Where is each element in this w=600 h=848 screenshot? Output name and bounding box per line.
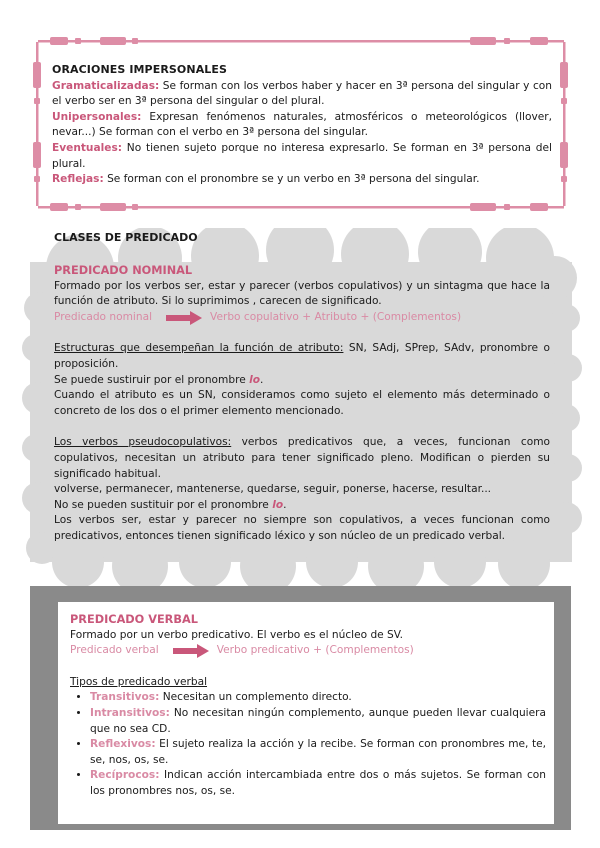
- verbal-types-list: [70, 690, 546, 799]
- type-reciprocos: • Recíprocos: Indican acción intercambiada entre dos o más sujetos. Se forman con los pronombres nos, os, se.: [90, 768, 546, 799]
- nominal-pseudo-list: volverse, permanecer, mantenerse, quedarse, seguir, ponerse, hacerse, resultar...: [54, 483, 492, 496]
- verbal-definition: Formado por un verbo predicativo. El verbo es el núcleo de SV.: [70, 628, 404, 641]
- nominal-structures: Estructuras que desempeñan la función de atributo: SN, SAdj, SPrep, SAdv, pronombre o proposición.: [54, 342, 550, 370]
- nominal-final: Los verbos ser, estar y parecer no siempre son copulativos, a veces funcionan como predicativos, entonces tienen significado léxico y son núcleo de un predicado verbal.: [54, 514, 550, 542]
- type-intransitivos: • Intransitivos: No necesitan ningún complemento, aunque pueden llevar cualquiera que no sea CD.: [90, 706, 546, 737]
- arrow-right-icon: [166, 311, 202, 325]
- nominal-pseudo: Los verbos pseudocopulativos: verbos predicativos que, a veces, funcionan como copulativos, necesitan un atributo para tener significado pleno. Modifican o pierden su significado habitual.: [54, 436, 550, 480]
- nominal-formula-right: Verbo copulativo + Atributo + (Complementos): [210, 310, 462, 323]
- item-reflejas: Reflejas: Se forman con el pronombre se y un verbo en 3ª persona del singular.: [52, 173, 480, 186]
- item-eventuales: Eventuales: No tienen sujeto porque no interesa expresarlo. Se forman en 3ª persona del plural.: [52, 141, 552, 170]
- arrow-right-icon: [173, 644, 209, 658]
- verbal-formula-left: Predicado verbal: [70, 644, 159, 657]
- predicado-nominal-section: [54, 263, 550, 545]
- verbal-formula: [70, 643, 546, 659]
- nominal-formula-left: Predicado nominal: [54, 310, 153, 323]
- verbal-types-label: Tipos de predicado verbal: [70, 675, 208, 688]
- item-gramaticalizadas: Gramaticalizadas: Se forman con los verbos haber y hacer en 3ª persona del singular y con el verbo ser en 3ª persona del singular o del plural.: [52, 79, 552, 108]
- predicado-title: CLASES DE PREDICADO: [54, 231, 198, 244]
- nominal-no-replace: No se pueden sustituir por el pronombre lo.: [54, 498, 287, 511]
- verbal-formula-right: Verbo predicativo + (Complementos): [216, 644, 414, 657]
- predicado-verbal-section: [70, 612, 546, 800]
- nominal-formula: [54, 310, 550, 326]
- type-reflexivos: • Reflexivos: El sujeto realiza la acción y la recibe. Se forman con pronombres me, te, se, nos, os, se.: [90, 737, 546, 768]
- impersonales-box: [30, 34, 572, 214]
- item-unipersonales: Unipersonales: Expresan fenómenos naturales, atmosféricos o meteorológicos (llover, nevar...) Se forman con el verbo en 3ª persona del singular.: [52, 110, 552, 139]
- type-transitivos: • Transitivos: Necesitan un complemento directo.: [90, 690, 546, 706]
- nominal-replace: Se puede sustiruir por el pronombre lo.: [54, 373, 264, 386]
- impersonales-title: ORACIONES IMPERSONALES: [52, 63, 228, 76]
- verbal-heading: PREDICADO VERBAL: [70, 613, 198, 626]
- nominal-sn: Cuando el atributo es un SN, consideramos como sujeto el elemento más determinado o concreto de los dos o el primer elemento mencionado.: [54, 389, 550, 417]
- nominal-definition: Formado por los verbos ser, estar y parecer (verbos copulativos) y un sintagma que hace la función de atributo. Si lo suprimimos , carecen de significado.: [54, 279, 550, 308]
- nominal-heading: PREDICADO NOMINAL: [54, 264, 193, 277]
